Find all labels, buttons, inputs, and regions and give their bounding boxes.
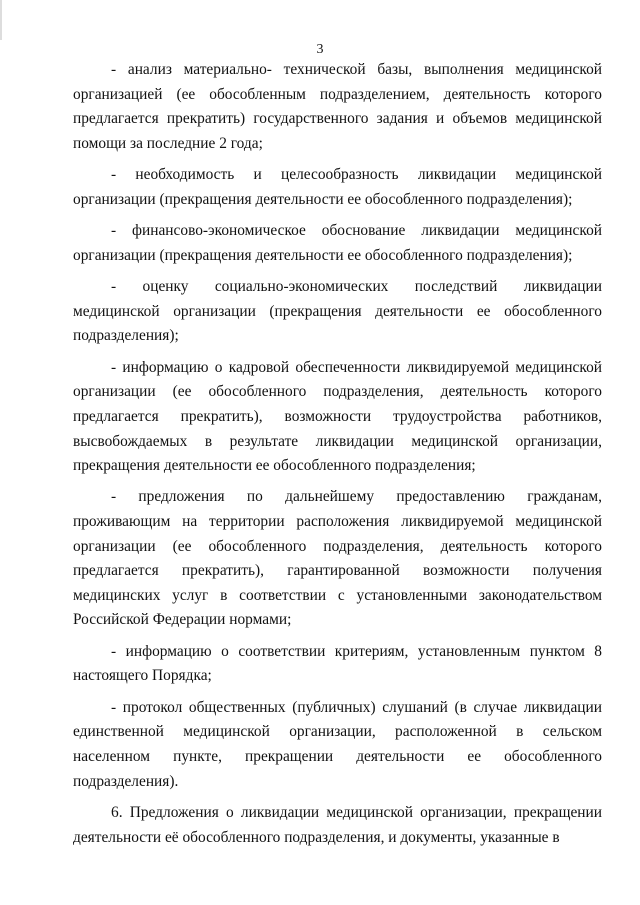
paragraph-socioeconomic-assessment: - оценку социально-экономических последствий ликвидации медицинской организации (прекращения деятельности ее обособленного подразделения);: [73, 278, 602, 345]
scan-edge-mark: [0, 0, 2, 40]
paragraph-financial-justification: - финансово-экономическое обоснование ликвидации медицинской организации (прекращения деятельности ее обособленного подразделения);: [73, 222, 602, 264]
paragraph-item-6: 6. Предложения о ликвидации медицинской организации, прекращении деятельности её обособленного подразделения, и документы, указанные в: [73, 804, 602, 846]
paragraph-necessity: - необходимость и целесообразность ликвидации медицинской организации (прекращения деятельности ее обособленного подразделения);: [73, 166, 602, 208]
paragraph-proposals-medical-services: - предложения по дальнейшему предоставлению гражданам, проживающим на территории расположения ликвидируемой медицинской организации (ее обособленного подразделения, деятельность которого предлагается прекратить), гарантированной возможности получения медицинских услуг в соответствии с установленными законодательством Российской Федерации нормами;: [73, 488, 602, 629]
document-body: [73, 58, 602, 857]
paragraph-public-hearings-protocol: - протокол общественных (публичных) слушаний (в случае ликвидации единственной медицинской организации, расположенной в сельском населенном пункте, прекращении деятельности ее обособленного подразделения).: [73, 698, 602, 790]
page-number: 3: [316, 42, 324, 57]
paragraph-criteria-compliance: - информацию о соответствии критериям, установленным пунктом 8 настоящего Порядка;: [73, 642, 602, 685]
paragraph-staffing-information: - информацию о кадровой обеспеченности ликвидируемой медицинской организации (ее обособленного подразделения, деятельность которого предлагается прекратить), возможности трудоустройства работников, высвобождаемых в результате ликвидации медицинской организации, прекращения деятельности ее обособленного подразделения;: [73, 358, 602, 475]
paragraph-material-base-analysis: - анализ материально- технической базы, выполнения медицинской организацией (ее обособленным подразделением, деятельность которого предлагается прекратить) государственного задания и объемов медицинской помощи за последние 2 года;: [73, 61, 602, 152]
